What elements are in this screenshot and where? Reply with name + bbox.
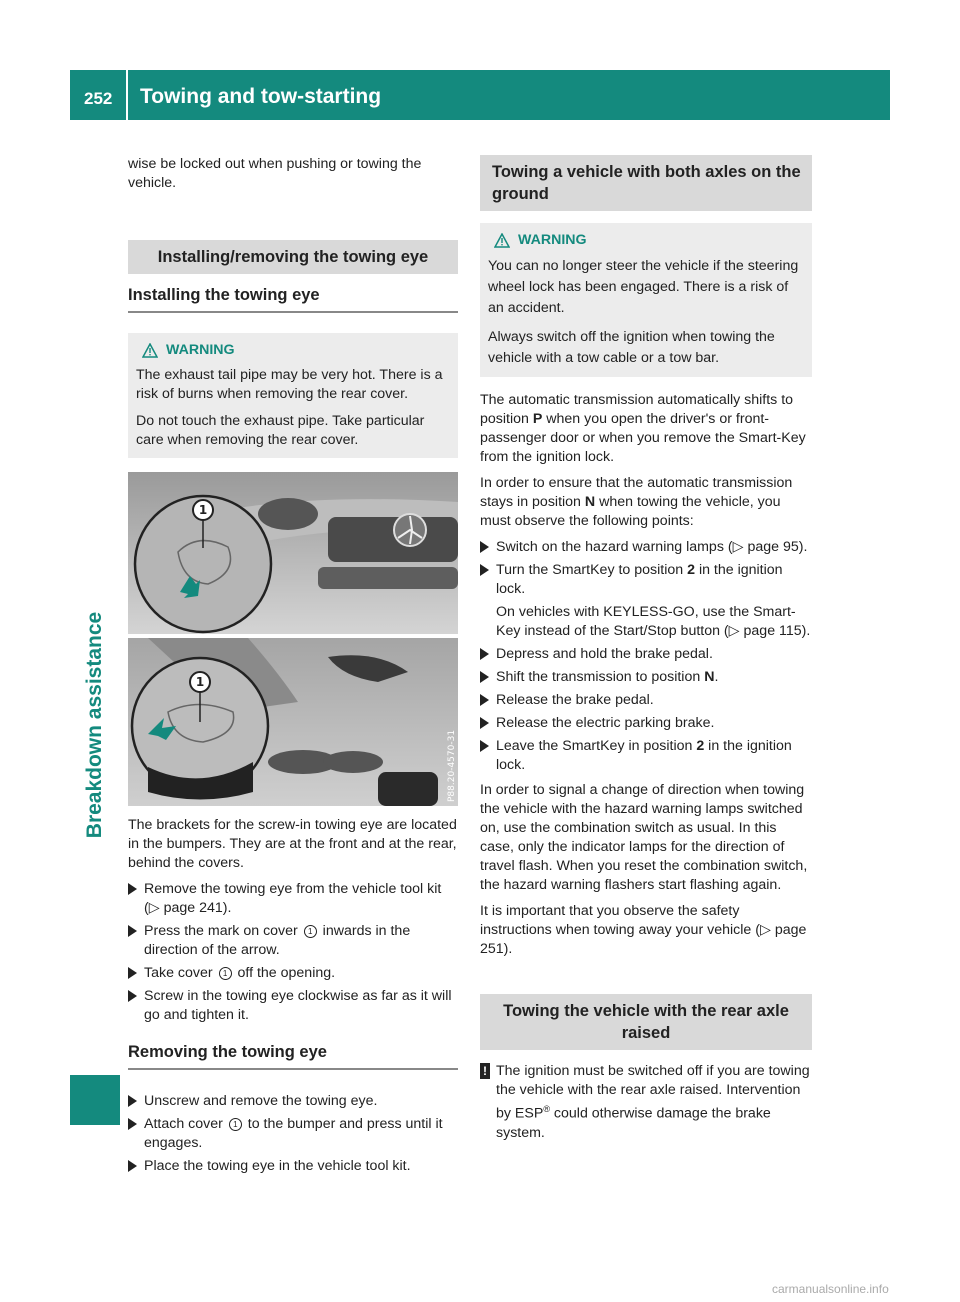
left-column xyxy=(128,155,458,1180)
note-ignition: ! The ignition must be switched off if you are towing the vehicle with the rear axle raised. Intervention by ESP® could otherwise damage the brake system. xyxy=(480,1062,812,1143)
tow-step-6: Release the electric parking brake. xyxy=(480,714,812,733)
page-ref-115[interactable]: page 115 xyxy=(743,623,802,639)
warning-label: WARNING xyxy=(518,232,587,248)
warning-text-2: Do not touch the exhaust pipe. Take particular care when removing the rear cover. xyxy=(136,413,425,448)
tow-step-1: Switch on the hazard warning lamps (▷ page 95). xyxy=(480,538,812,557)
headlight xyxy=(258,498,318,530)
bumper-illustration xyxy=(128,472,458,806)
remove-step-1: Unscrew and remove the towing eye. xyxy=(128,1092,458,1111)
page-ref-arrow-icon: ▷ xyxy=(759,922,775,938)
right-column xyxy=(480,155,812,1151)
warning-label: WARNING xyxy=(166,342,235,358)
subheading-install: Installing the towing eye xyxy=(128,286,458,313)
tow-step-2: Turn the SmartKey to position 2 in the ignition lock. xyxy=(480,561,812,599)
page-ref-241[interactable]: page 241 xyxy=(163,900,223,916)
page-header xyxy=(70,70,890,120)
warning-header xyxy=(488,231,804,250)
page-ref-arrow-icon: ▷ xyxy=(728,623,744,639)
callout-1-front-label: 1 xyxy=(198,503,208,517)
warning-box-exhaust xyxy=(128,333,458,458)
page-ref-95[interactable]: page 95 xyxy=(747,539,799,555)
side-tab-label xyxy=(72,540,118,910)
intro-text: wise be locked out when pushing or towing the vehicle. xyxy=(128,156,422,191)
remove-step-3: Place the towing eye in the vehicle tool kit. xyxy=(128,1157,458,1176)
figure-code: P88.20-4570-31 xyxy=(447,729,457,802)
page-ref-251[interactable]: page 251 xyxy=(480,922,807,957)
callout-1-icon: 1 xyxy=(304,925,317,938)
install-step-3: Take cover 1 off the opening. xyxy=(128,964,458,983)
install-step-4: Screw in the towing eye clockwise as far as it will go and tighten it. xyxy=(128,987,458,1025)
header-divider xyxy=(126,70,128,120)
page-number: 252 xyxy=(84,89,113,108)
install-step-2: Press the mark on cover 1 inwards in the direction of the arrow. xyxy=(128,922,458,960)
callout-1-rear-label: 1 xyxy=(195,675,205,689)
exclamation-icon: ! xyxy=(480,1063,490,1079)
tow-step-3: Depress and hold the brake pedal. xyxy=(480,645,812,664)
warning-text-1: The exhaust tail pipe may be very hot. There is a risk of burns when removing the rear cover. xyxy=(136,367,443,402)
remove-step-2: Attach cover 1 to the bumper and press until it engages. xyxy=(128,1115,458,1153)
towing-eye-figure xyxy=(128,472,458,806)
para-safety: It is important that you observe the safety instructions when towing away your vehicle (▷ page 251). xyxy=(480,903,807,957)
front-grille xyxy=(328,517,458,562)
section-band-rear-axle: Towing the vehicle with the rear axle raised xyxy=(480,994,812,1050)
section-band-both-axles: Towing a vehicle with both axles on the ground xyxy=(480,155,812,211)
side-tab-text: Breakdown assistance xyxy=(83,611,106,839)
install-step-1: Remove the towing eye from the vehicle tool kit (▷ page 241). xyxy=(128,880,458,918)
tow-step-2-note: On vehicles with KEYLESS-GO, use the Smart-Key instead of the Start/Stop button (▷ page 115). xyxy=(496,604,811,639)
brackets-text: The brackets for the screw-in towing eye are located in the bumpers. They are at the front and at the rear, behind the covers. xyxy=(128,817,457,871)
page-ref-arrow-icon: ▷ xyxy=(148,900,164,916)
warning-header xyxy=(136,341,450,360)
warning-triangle-icon xyxy=(142,343,158,358)
warning-text-2: Always switch off the ignition when towing the vehicle with a tow cable or a tow bar. xyxy=(488,329,775,366)
header-title: Towing and tow-starting xyxy=(140,85,382,108)
subheading-remove: Removing the towing eye xyxy=(128,1043,458,1070)
warning-box-steering xyxy=(480,223,812,377)
watermark: carmanualsonline.info xyxy=(772,1282,889,1296)
warning-triangle-icon xyxy=(494,233,510,248)
callout-1-icon: 1 xyxy=(229,1118,242,1131)
para-signal-direction: In order to signal a change of direction when towing the vehicle with the hazard warning lamps switched on, use the combination switch as usual. In this case, only the indicator lamps for the direction of travel flash. When you reset the combination switch, the hazard warning flashers start flashing again. xyxy=(480,782,808,893)
page-ref-arrow-icon: ▷ xyxy=(732,539,748,555)
tow-step-7: Leave the SmartKey in position 2 in the ignition lock. xyxy=(480,737,812,775)
tow-step-4: Shift the transmission to position N. xyxy=(480,668,812,687)
callout-1-icon: 1 xyxy=(219,967,232,980)
tow-step-5: Release the brake pedal. xyxy=(480,691,812,710)
warning-text-1: You can no longer steer the vehicle if the steering wheel lock has been engaged. There is a risk of an accident. xyxy=(488,258,799,316)
para-ensure-n: In order to ensure that the automatic transmission stays in position N when towing the vehicle, you must observe the following points: xyxy=(480,475,793,529)
para-auto-shift: The automatic transmission automatically shifts to position P when you open the driver's or front-passenger door or when you remove the Smart-Key from the ignition lock. xyxy=(480,392,806,465)
side-tab-block xyxy=(70,1075,120,1125)
section-band-towing-eye: Installing/removing the towing eye xyxy=(128,240,458,274)
